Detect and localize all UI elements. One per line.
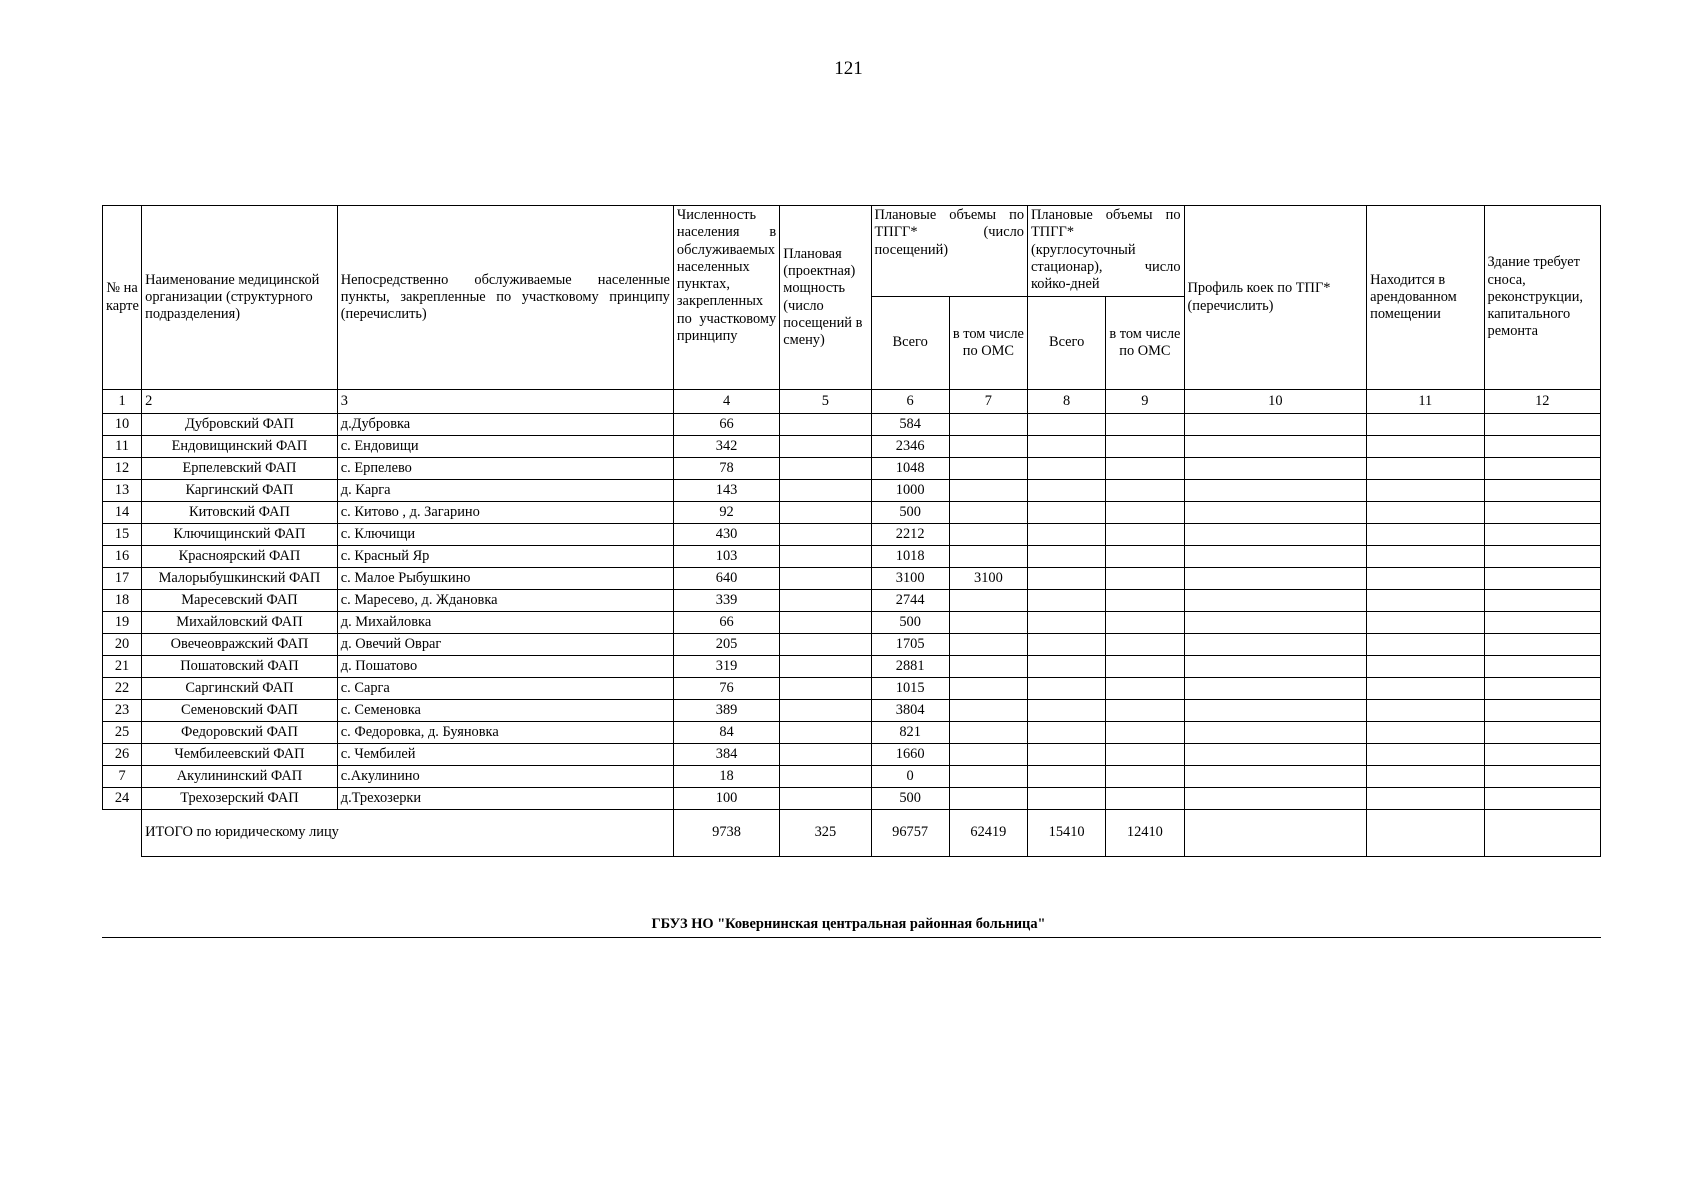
row-map-number: 14: [103, 502, 142, 524]
total-beds-oms: 12410: [1106, 810, 1184, 857]
row-profile: [1184, 458, 1367, 480]
row-visits: 2881: [871, 656, 949, 678]
row-population: 205: [673, 634, 779, 656]
row-org-name: Михайловский ФАП: [142, 612, 338, 634]
row-org-name: Пошатовский ФАП: [142, 656, 338, 678]
next-organization-title: ГБУЗ НО "Ковернинская центральная районная больница": [651, 916, 1046, 932]
row-beds-oms: [1106, 436, 1184, 458]
row-visits: 584: [871, 414, 949, 436]
row-visits: 2212: [871, 524, 949, 546]
row-beds: [1028, 612, 1106, 634]
row-beds: [1028, 414, 1106, 436]
table-row: [103, 568, 1601, 590]
row-capacity: [780, 436, 871, 458]
row-profile: [1184, 722, 1367, 744]
column-number: 12: [1484, 390, 1600, 414]
row-settlements: с. Ключищи: [337, 524, 673, 546]
total-capacity: 325: [780, 810, 871, 857]
row-settlements: с. Семеновка: [337, 700, 673, 722]
row-map-number: 11: [103, 436, 142, 458]
row-map-number: 15: [103, 524, 142, 546]
row-rented: [1367, 678, 1484, 700]
row-profile: [1184, 502, 1367, 524]
row-profile: [1184, 414, 1367, 436]
row-visits: 500: [871, 612, 949, 634]
header-map-number: № на карте: [103, 206, 142, 390]
row-beds-oms: [1106, 480, 1184, 502]
table-row: [103, 744, 1601, 766]
row-org-name: Саргинский ФАП: [142, 678, 338, 700]
row-visits: 500: [871, 788, 949, 810]
row-map-number: 13: [103, 480, 142, 502]
row-beds: [1028, 590, 1106, 612]
row-capacity: [780, 590, 871, 612]
row-capacity: [780, 546, 871, 568]
column-number: 8: [1028, 390, 1106, 414]
row-visits-oms: [949, 546, 1027, 568]
header-visits-oms: в том числе по ОМС: [949, 297, 1027, 390]
row-population: 143: [673, 480, 779, 502]
row-beds-oms: [1106, 788, 1184, 810]
row-settlements: с. Малое Рыбушкино: [337, 568, 673, 590]
divider: [102, 937, 1601, 938]
row-visits: 1705: [871, 634, 949, 656]
row-map-number: 20: [103, 634, 142, 656]
row-capacity: [780, 722, 871, 744]
row-capacity: [780, 458, 871, 480]
column-number: 11: [1367, 390, 1484, 414]
row-org-name: Ключищинский ФАП: [142, 524, 338, 546]
row-map-number: 26: [103, 744, 142, 766]
row-capacity: [780, 480, 871, 502]
row-map-number: 17: [103, 568, 142, 590]
row-repair: [1484, 766, 1600, 788]
row-repair: [1484, 678, 1600, 700]
row-profile: [1184, 568, 1367, 590]
header-population: Численность населения в обслуживаемых населенных пунктах, закрепленных по участковому принципу: [673, 206, 779, 390]
column-number: 7: [949, 390, 1027, 414]
row-beds-oms: [1106, 656, 1184, 678]
total-repair: [1484, 810, 1600, 857]
row-beds-oms: [1106, 502, 1184, 524]
row-visits: 1048: [871, 458, 949, 480]
row-population: 92: [673, 502, 779, 524]
header-beds-oms: в том числе по ОМС: [1106, 297, 1184, 390]
row-visits-oms: [949, 722, 1027, 744]
header-beds-group: Плановые объемы по ТПГГ* (круглосуточный стационар), число койко-дней: [1028, 206, 1185, 297]
row-map-number: 10: [103, 414, 142, 436]
row-population: 66: [673, 414, 779, 436]
table-row: [103, 414, 1601, 436]
row-population: 78: [673, 458, 779, 480]
header-beds-total: Всего: [1028, 297, 1106, 390]
row-visits: 1000: [871, 480, 949, 502]
row-visits: 0: [871, 766, 949, 788]
row-profile: [1184, 700, 1367, 722]
row-population: 640: [673, 568, 779, 590]
row-population: 100: [673, 788, 779, 810]
row-capacity: [780, 634, 871, 656]
table-row: [103, 524, 1601, 546]
facilities-table: [102, 205, 1601, 857]
row-visits: 821: [871, 722, 949, 744]
row-visits-oms: [949, 634, 1027, 656]
row-repair: [1484, 568, 1600, 590]
row-map-number: 24: [103, 788, 142, 810]
row-beds: [1028, 700, 1106, 722]
row-rented: [1367, 502, 1484, 524]
row-visits: 1018: [871, 546, 949, 568]
table-row: [103, 656, 1601, 678]
row-beds: [1028, 436, 1106, 458]
row-visits-oms: [949, 458, 1027, 480]
table-row: [103, 612, 1601, 634]
total-beds: 15410: [1028, 810, 1106, 857]
row-profile: [1184, 590, 1367, 612]
row-profile: [1184, 436, 1367, 458]
row-profile: [1184, 524, 1367, 546]
table-row: [103, 436, 1601, 458]
row-settlements: д. Карга: [337, 480, 673, 502]
row-population: 342: [673, 436, 779, 458]
header-visits-total: Всего: [871, 297, 949, 390]
row-beds-oms: [1106, 634, 1184, 656]
row-beds: [1028, 634, 1106, 656]
row-beds-oms: [1106, 722, 1184, 744]
table-row: [103, 722, 1601, 744]
row-map-number: 16: [103, 546, 142, 568]
row-capacity: [780, 766, 871, 788]
total-label: ИТОГО по юридическому лицу: [142, 810, 674, 857]
total-rented: [1367, 810, 1484, 857]
row-org-name: Красноярский ФАП: [142, 546, 338, 568]
row-settlements: с. Ендовищи: [337, 436, 673, 458]
row-population: 18: [673, 766, 779, 788]
table-row: [103, 700, 1601, 722]
row-capacity: [780, 678, 871, 700]
row-beds: [1028, 766, 1106, 788]
row-capacity: [780, 568, 871, 590]
header-row-1: [103, 206, 1601, 297]
row-profile: [1184, 612, 1367, 634]
row-rented: [1367, 546, 1484, 568]
header-rented: Находится в арендованном помещении: [1367, 206, 1484, 390]
column-number: 6: [871, 390, 949, 414]
row-profile: [1184, 656, 1367, 678]
page-number: 121: [834, 58, 863, 79]
row-org-name: Дубровский ФАП: [142, 414, 338, 436]
row-rented: [1367, 414, 1484, 436]
row-beds-oms: [1106, 546, 1184, 568]
row-settlements: с. Маресево, д. Ждановка: [337, 590, 673, 612]
row-repair: [1484, 458, 1600, 480]
row-visits-oms: 3100: [949, 568, 1027, 590]
row-map-number: 7: [103, 766, 142, 788]
row-rented: [1367, 722, 1484, 744]
row-map-number: 23: [103, 700, 142, 722]
row-org-name: Каргинский ФАП: [142, 480, 338, 502]
row-rented: [1367, 480, 1484, 502]
row-visits: 1015: [871, 678, 949, 700]
row-org-name: Ендовищинский ФАП: [142, 436, 338, 458]
row-settlements: с. Сарга: [337, 678, 673, 700]
row-beds-oms: [1106, 414, 1184, 436]
row-beds-oms: [1106, 524, 1184, 546]
row-map-number: 12: [103, 458, 142, 480]
header-visits-group: Плановые объемы по ТПГГ* (число посещений): [871, 206, 1028, 297]
row-org-name: Маресевский ФАП: [142, 590, 338, 612]
row-rented: [1367, 436, 1484, 458]
column-number: 1: [103, 390, 142, 414]
row-map-number: 21: [103, 656, 142, 678]
row-org-name: Малорыбушкинский ФАП: [142, 568, 338, 590]
row-visits-oms: [949, 612, 1027, 634]
row-repair: [1484, 414, 1600, 436]
column-number: 9: [1106, 390, 1184, 414]
row-settlements: с. Ерпелево: [337, 458, 673, 480]
row-visits: 3100: [871, 568, 949, 590]
row-rented: [1367, 788, 1484, 810]
column-number: 3: [337, 390, 673, 414]
table-row: [103, 634, 1601, 656]
row-capacity: [780, 656, 871, 678]
row-rented: [1367, 568, 1484, 590]
row-beds-oms: [1106, 744, 1184, 766]
row-visits-oms: [949, 744, 1027, 766]
row-repair: [1484, 634, 1600, 656]
row-beds-oms: [1106, 678, 1184, 700]
row-beds: [1028, 788, 1106, 810]
row-repair: [1484, 524, 1600, 546]
row-population: 389: [673, 700, 779, 722]
row-settlements: с. Китово , д. Загарино: [337, 502, 673, 524]
header-bed-profile: Профиль коек по ТПГ* (перечислить): [1184, 206, 1367, 390]
table-body: [103, 414, 1601, 810]
table-row: [103, 458, 1601, 480]
row-rented: [1367, 590, 1484, 612]
row-beds-oms: [1106, 590, 1184, 612]
total-visits-oms: 62419: [949, 810, 1027, 857]
row-beds: [1028, 568, 1106, 590]
column-number-row: [103, 390, 1601, 414]
column-number: 2: [142, 390, 338, 414]
row-beds: [1028, 502, 1106, 524]
row-repair: [1484, 480, 1600, 502]
row-capacity: [780, 788, 871, 810]
row-beds: [1028, 722, 1106, 744]
row-org-name: Ерпелевский ФАП: [142, 458, 338, 480]
row-visits-oms: [949, 788, 1027, 810]
row-capacity: [780, 700, 871, 722]
row-repair: [1484, 612, 1600, 634]
row-visits-oms: [949, 502, 1027, 524]
row-org-name: Овечеовражский ФАП: [142, 634, 338, 656]
row-visits-oms: [949, 656, 1027, 678]
row-settlements: с. Федоровка, д. Буяновка: [337, 722, 673, 744]
row-rented: [1367, 458, 1484, 480]
total-row: [103, 810, 1601, 857]
row-visits-oms: [949, 700, 1027, 722]
total-population: 9738: [673, 810, 779, 857]
row-profile: [1184, 766, 1367, 788]
row-visits-oms: [949, 766, 1027, 788]
row-repair: [1484, 700, 1600, 722]
row-repair: [1484, 590, 1600, 612]
row-repair: [1484, 502, 1600, 524]
row-rented: [1367, 612, 1484, 634]
row-visits-oms: [949, 436, 1027, 458]
row-beds: [1028, 546, 1106, 568]
row-visits: 1660: [871, 744, 949, 766]
row-repair: [1484, 546, 1600, 568]
row-settlements: с. Чембилей: [337, 744, 673, 766]
row-beds: [1028, 524, 1106, 546]
row-beds-oms: [1106, 568, 1184, 590]
row-map-number: 25: [103, 722, 142, 744]
row-population: 66: [673, 612, 779, 634]
header-org-name: Наименование медицинской организации (структурного подразделения): [142, 206, 338, 390]
row-beds-oms: [1106, 700, 1184, 722]
row-visits-oms: [949, 524, 1027, 546]
row-beds: [1028, 480, 1106, 502]
row-rented: [1367, 766, 1484, 788]
row-beds: [1028, 744, 1106, 766]
row-rented: [1367, 524, 1484, 546]
row-profile: [1184, 480, 1367, 502]
row-population: 76: [673, 678, 779, 700]
row-repair: [1484, 744, 1600, 766]
row-rented: [1367, 700, 1484, 722]
row-beds: [1028, 656, 1106, 678]
row-settlements: д. Пошатово: [337, 656, 673, 678]
row-rented: [1367, 656, 1484, 678]
total-visits: 96757: [871, 810, 949, 857]
row-population: 84: [673, 722, 779, 744]
row-settlements: с.Акулинино: [337, 766, 673, 788]
row-visits: 3804: [871, 700, 949, 722]
table-row: [103, 502, 1601, 524]
row-settlements: с. Красный Яр: [337, 546, 673, 568]
row-capacity: [780, 612, 871, 634]
row-rented: [1367, 634, 1484, 656]
column-number: 10: [1184, 390, 1367, 414]
table-row: [103, 766, 1601, 788]
header-capacity: Плановая (проектная) мощность (число посещений в смену): [780, 206, 871, 390]
row-org-name: Трехозерский ФАП: [142, 788, 338, 810]
row-beds-oms: [1106, 458, 1184, 480]
row-visits-oms: [949, 480, 1027, 502]
header-repair: Здание требует сноса, реконструкции, капитального ремонта: [1484, 206, 1600, 390]
table-row: [103, 546, 1601, 568]
row-org-name: Федоровский ФАП: [142, 722, 338, 744]
row-population: 103: [673, 546, 779, 568]
row-capacity: [780, 502, 871, 524]
row-capacity: [780, 744, 871, 766]
row-repair: [1484, 436, 1600, 458]
header-settlements: Непосредственно обслуживаемые населенные пункты, закрепленные по участковому принципу (перечислить): [337, 206, 673, 390]
column-number: 4: [673, 390, 779, 414]
row-visits-oms: [949, 678, 1027, 700]
table-row: [103, 480, 1601, 502]
row-profile: [1184, 546, 1367, 568]
row-org-name: Чембилеевский ФАП: [142, 744, 338, 766]
row-population: 319: [673, 656, 779, 678]
row-profile: [1184, 678, 1367, 700]
row-rented: [1367, 744, 1484, 766]
table-row: [103, 788, 1601, 810]
row-repair: [1484, 788, 1600, 810]
row-visits-oms: [949, 590, 1027, 612]
total-profile: [1184, 810, 1367, 857]
row-visits: 2346: [871, 436, 949, 458]
row-repair: [1484, 656, 1600, 678]
row-beds: [1028, 678, 1106, 700]
row-map-number: 22: [103, 678, 142, 700]
row-org-name: Семеновский ФАП: [142, 700, 338, 722]
row-profile: [1184, 788, 1367, 810]
row-settlements: д.Дубровка: [337, 414, 673, 436]
row-population: 339: [673, 590, 779, 612]
row-capacity: [780, 414, 871, 436]
row-settlements: д. Михайловка: [337, 612, 673, 634]
row-beds: [1028, 458, 1106, 480]
total-empty-cell: [103, 810, 142, 857]
table-row: [103, 678, 1601, 700]
row-org-name: Акулининский ФАП: [142, 766, 338, 788]
row-map-number: 18: [103, 590, 142, 612]
row-visits: 2744: [871, 590, 949, 612]
table-row: [103, 590, 1601, 612]
column-number: 5: [780, 390, 871, 414]
row-profile: [1184, 744, 1367, 766]
row-capacity: [780, 524, 871, 546]
row-map-number: 19: [103, 612, 142, 634]
row-beds-oms: [1106, 766, 1184, 788]
row-population: 384: [673, 744, 779, 766]
row-population: 430: [673, 524, 779, 546]
row-visits: 500: [871, 502, 949, 524]
row-repair: [1484, 722, 1600, 744]
row-profile: [1184, 634, 1367, 656]
row-org-name: Китовский ФАП: [142, 502, 338, 524]
row-settlements: д.Трехозерки: [337, 788, 673, 810]
row-beds-oms: [1106, 612, 1184, 634]
row-settlements: д. Овечий Овраг: [337, 634, 673, 656]
row-visits-oms: [949, 414, 1027, 436]
